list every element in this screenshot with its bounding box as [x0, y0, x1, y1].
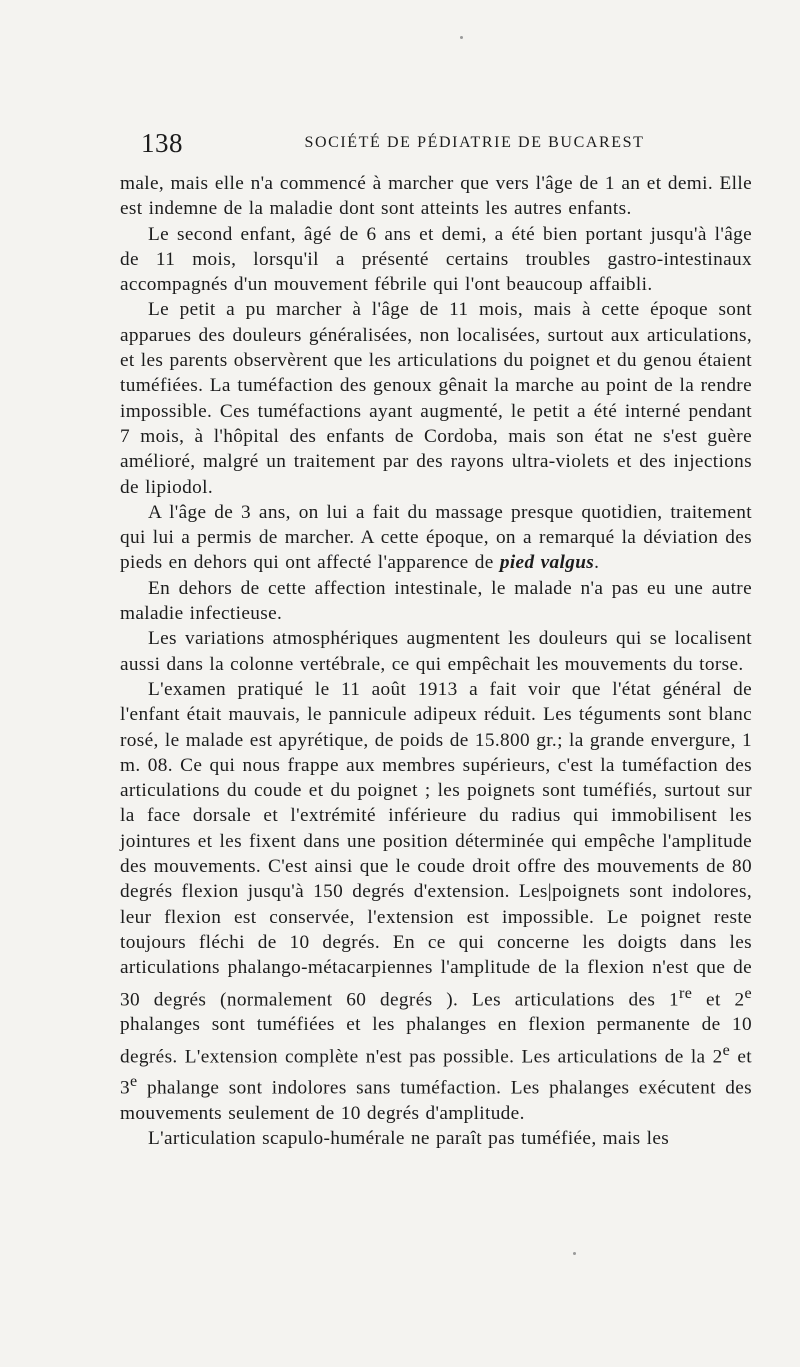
- superscript: e: [722, 1041, 731, 1059]
- punctuation: .: [594, 552, 600, 574]
- superscript: e: [744, 984, 752, 1002]
- superscript: re: [679, 984, 693, 1002]
- running-title: SOCIÉTÉ DE PÉDIATRIE DE BUCAREST: [304, 134, 645, 151]
- body-text: [120, 171, 752, 1152]
- paragraph: Le second enfant, âgé de 6 ans et demi, a été bien portant jusqu'à l'âge de 11 mois, lorsqu'il a présenté certains troubles gastro-intestinaux accompagnés d'un mouvement fébrile qui l'ont beaucoup affaibli.: [120, 223, 752, 296]
- paragraph-text: et 3: [120, 1045, 752, 1099]
- paragraph: Le petit a pu marcher à l'âge de 11 mois, mais à cette époque sont apparues des douleurs généralisées, non localisées, surtout aux articulations, et les parents observèrent que les articulations du poignet et du genou étaient tuméfiées. La tuméfaction des genoux gênait la marche au point de la rendre impossible. Ces tuméfactions ayant augmenté, le petit a été interné pendant 7 mois, à l'hôpital des enfants de Cordoba, mais son état ne s'est guère amélioré, malgré un traitement par des rayons ultra-violets et des injections de lipiodol.: [120, 299, 752, 498]
- scan-speck: [573, 1252, 576, 1255]
- paragraph-text: L'examen pratiqué le 11 août 1913 a fait voir que l'état général de l'enfant était mauvais, le pannicule adipeux réduit. Les téguments sont blanc rosé, le malade est apyrétique, de poids de 15.800 gr.; la grande envergure, 1 m. 08. Ce qui nous frappe aux membres supérieurs, c'est la tuméfaction des articulations du coude et du poignet ; les poignets sont tuméfiés, surtout sur la face dorsale et l'extrémité inférieure du radius qui immobilisent les jointures et les fixent dans une position déterminée qui empêche l'amplitude des mouvements. C'est ainsi que le coude droit offre des mouvements de 80 degrés flexion jusqu'à 150 degrés d'extension. Les|poignets sont indolores, leur flexion est conservée, l'extension est impossible. Le poignet reste toujours fléchi de 10 degrés. En ce qui concerne les doigts dans les articulations phalango-métacarpiennes l'amplitude de la flexion n'est que de 30 degrés (normalement 60 degrés ). Les articulations des 1: [120, 678, 752, 1010]
- paragraph: L'articulation scapulo-humérale ne paraît pas tuméfiée, mais les: [148, 1128, 670, 1150]
- paragraph: [120, 677, 752, 1126]
- paragraph-text: phalange sont indolores sans tuméfaction. Les phalanges exécutent des mouvements seulement de 10 degrés d'amplitude.: [120, 1077, 752, 1124]
- paragraph: male, mais elle n'a commencé à marcher que vers l'âge de 1 an et demi. Elle est indemne de la maladie dont sont atteints les autres enfants.: [120, 173, 752, 220]
- paragraph-text: A l'âge de 3 ans, on lui a fait du massage presque quotidien, traitement qui lui a permis de marcher. A cette époque, on a remarqué la déviation des pieds en dehors qui ont affecté l'apparence de: [120, 501, 752, 574]
- italic-term: pied valgus: [499, 552, 595, 574]
- scan-speck: [460, 36, 463, 39]
- paragraph-text: et 2: [692, 988, 745, 1010]
- paragraph: En dehors de cette affection intestinale, le malade n'a pas eu une autre maladie infectieuse.: [120, 577, 752, 625]
- paragraph-text: phalanges sont tuméfiées et les phalanges en flexion permanente de 10 degrés. L'extension complète n'est pas possible. Les articulations de la 2: [120, 1014, 752, 1067]
- paragraph: [120, 500, 752, 576]
- page-header: [141, 126, 753, 160]
- page-number: 138: [141, 128, 183, 158]
- superscript: e: [130, 1073, 138, 1091]
- paragraph: Les variations atmosphériques augmentent les douleurs qui se localisent aussi dans la colonne vertébrale, ce qui empêchait les mouvements du torse.: [120, 628, 752, 675]
